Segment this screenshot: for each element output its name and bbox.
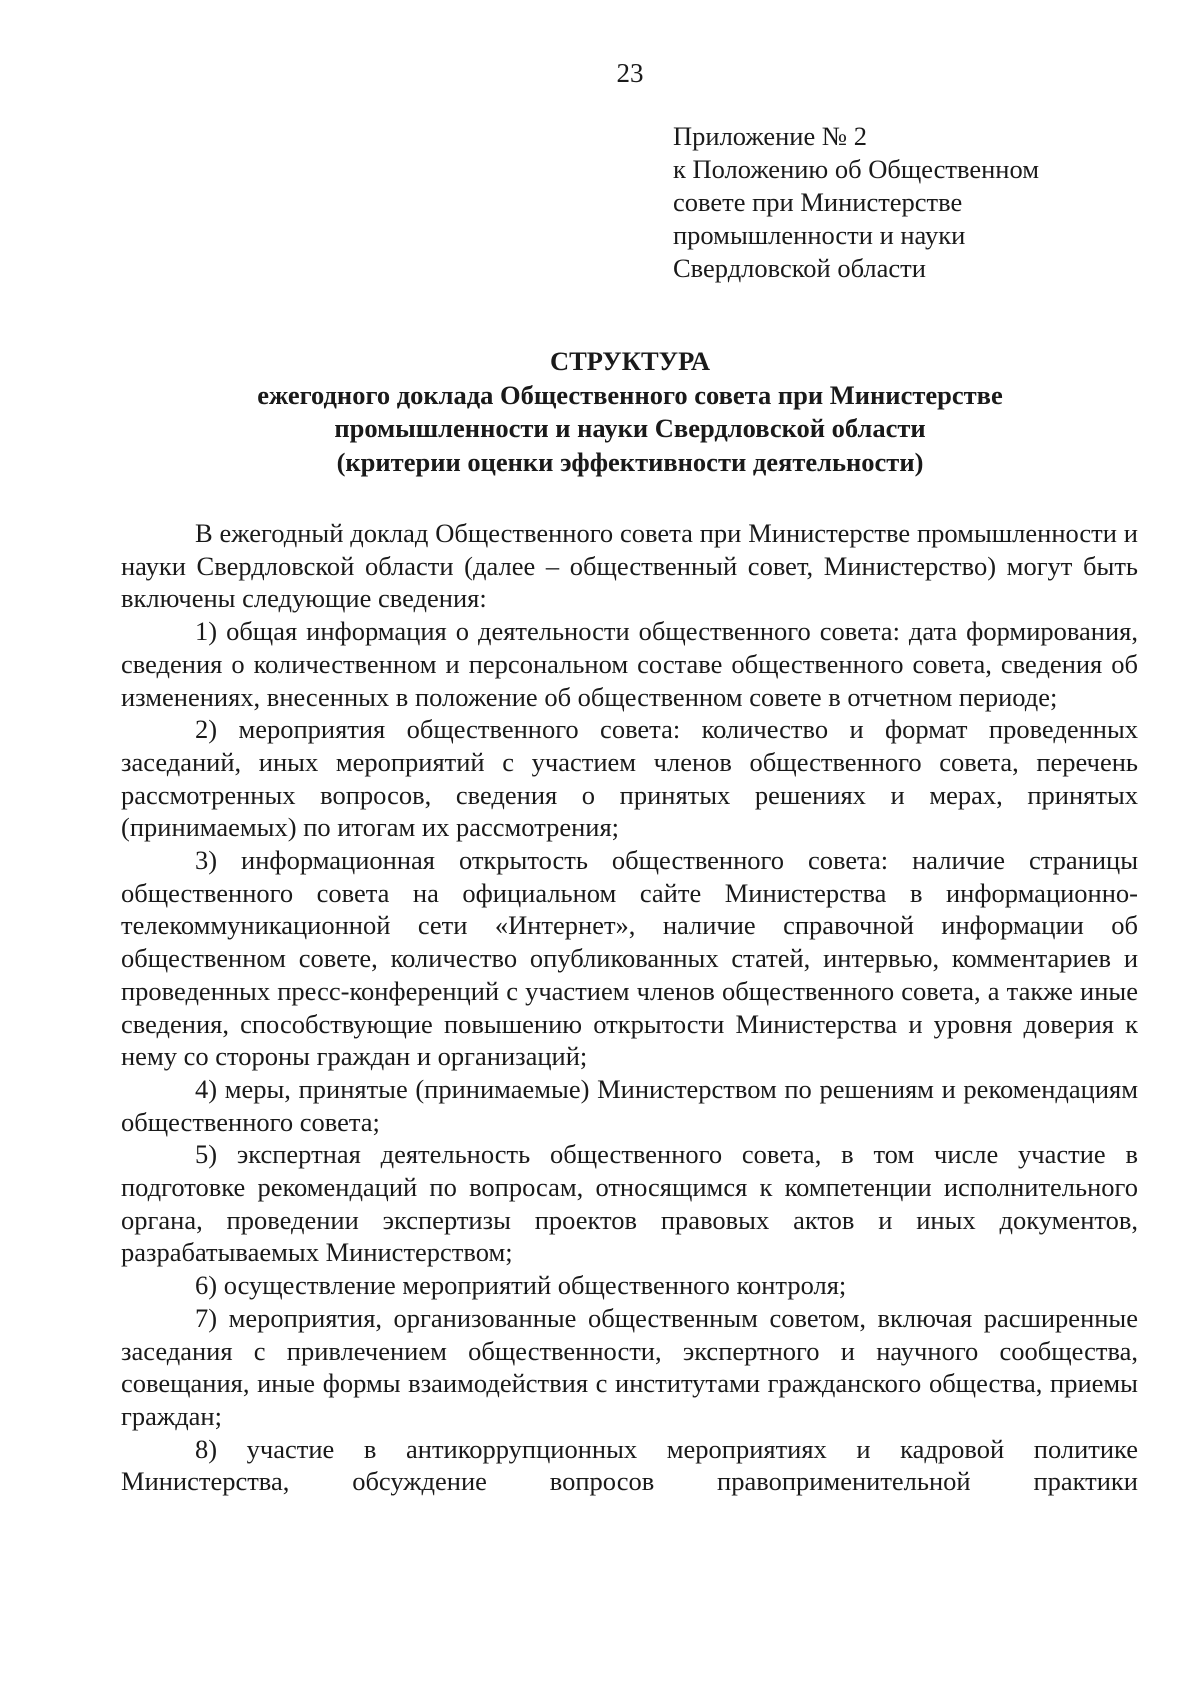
appendix-block [673,120,1039,285]
appendix-line: Свердловской области [673,253,926,283]
document-body [121,517,1138,1498]
heading-subtitle-line: промышленности и науки Свердловской области [334,413,926,443]
appendix-line: к Положению об Общественном [673,154,1040,184]
heading-subtitle-line: ежегодного доклада Общественного совета при Министерстве [257,379,1003,410]
intro-paragraph: В ежегодный доклад Общественного совета при Министерстве промышленности и науки Свердловской области (далее – общественный совет, Министерство) могут быть включены следующие сведения: [121,518,1138,614]
appendix-line: Приложение № 2 [673,121,868,151]
list-item-1: 1) общая информация о деятельности общественного совета: дата формирования, сведения о количественном и персональном составе общественного совета, сведения об изменениях, внесенных в положение об общественном совете в отчетном периоде; [121,616,1138,712]
appendix-line: промышленности и науки [673,220,966,250]
list-item-4: 4) меры, принятые (принимаемые) Министерством по решениям и рекомендациям общественного совета; [121,1073,1138,1137]
list-item-8: 8) участие в антикоррупционных мероприятиях и кадровой политике Министерства, обсуждение вопросов правоприменительной практики [121,1433,1138,1497]
appendix-line: совете при Министерстве [673,187,963,217]
list-item-7: 7) мероприятия, организованные общественным советом, включая расширенные заседания с привлечением общественности, экспертного и научного сообщества, совещания, иные формы взаимодействия с институтами гражданского общества, приемы граждан; [121,1302,1138,1431]
document-heading [120,345,1140,479]
heading-title: СТРУКТУРА [549,346,711,376]
list-item-3: 3) информационная открытость общественного совета: наличие страницы общественного совета на официальном сайте Министерства в информационно-телекоммуникационной сети «Интернет», наличие справочной информации об общественном совете, количество опубликованных статей, интервью, комментариев и проведенных пресс-конференций с участием членов общественного совета, а также иные сведения, способствующие повышению открытости Министерства и уровня доверия к нему со стороны граждан и организаций; [121,845,1138,1072]
list-item-6: 6) осуществление мероприятий общественного контроля; [195,1270,847,1301]
page-number: 23 [616,58,644,88]
list-item-2: 2) мероприятия общественного совета: количество и формат проведенных заседаний, иных мероприятий с участием членов общественного совета, перечень рассмотренных вопросов, сведения о принятых решениях и мерах, принятых (принимаемых) по итогам их рассмотрения; [121,714,1138,843]
heading-subtitle-line: (критерии оценки эффективности деятельности) [336,446,924,477]
list-item-5: 5) экспертная деятельность общественного совета, в том числе участие в подготовке рекомендаций по вопросам, относящимся к компетенции исполнительного органа, проведении экспертизы проектов правовых актов и иных документов, разрабатываемых Министерством; [121,1139,1138,1268]
